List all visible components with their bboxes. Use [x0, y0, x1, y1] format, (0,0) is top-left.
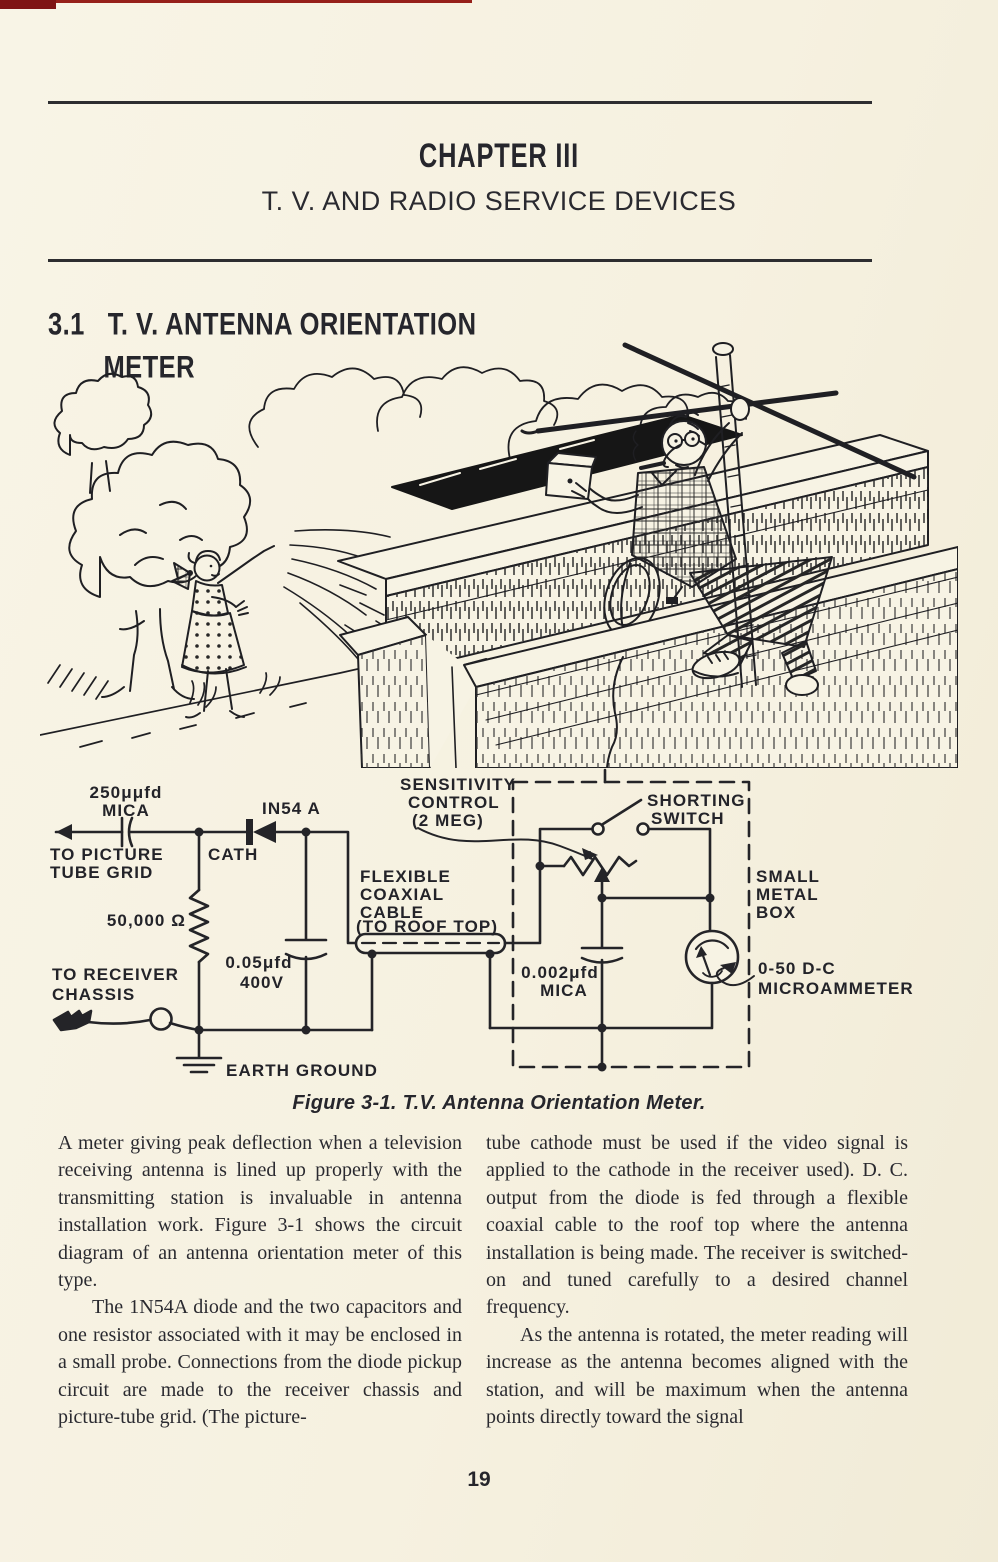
figure-caption: Figure 3-1. T.V. Antenna Orientation Meter.	[292, 1092, 706, 1114]
page-number: 19	[467, 1468, 491, 1491]
label-coax-3: CABLE	[360, 903, 425, 922]
label-coax-2: COAXIAL	[360, 885, 445, 904]
chapter-subtitle: T. V. AND RADIO SERVICE DEVICES	[261, 186, 737, 216]
woman-pointing	[172, 546, 274, 718]
label-diode: IN54 A	[262, 799, 321, 818]
rooftop-cartoon-illustration	[40, 335, 958, 768]
label-coax-1: FLEXIBLE	[360, 867, 451, 886]
section-title-line1: T. V. ANTENNA ORIENTATION	[107, 307, 477, 342]
label-sensitivity-2: CONTROL	[408, 793, 500, 812]
label-meter-2: MICROAMMETER	[758, 979, 914, 998]
scan-red-edge-line	[0, 0, 472, 3]
label-earth-ground: EARTH GROUND	[226, 1061, 379, 1080]
label-cap2-value: 0.05μfd	[225, 953, 293, 972]
paragraph: A meter giving peak deflection when a television receiving antenna is lined up properly with the transmitting station is invaluable in antenna installation work. Figure 3-1 shows the circuit diagram of an antenna orientation meter of this type.	[58, 1132, 462, 1292]
label-cap3-value: 0.002μfd	[521, 963, 599, 982]
label-cath: CATH	[208, 845, 259, 864]
label-box-1: SMALL	[756, 867, 821, 886]
body-column-right	[486, 1130, 908, 1431]
label-cap1-value: 250μμfd	[89, 783, 163, 802]
paragraph: As the antenna is rotated, the meter reading will increase as the antenna becomes aligned with the station, and will be maximum when the antenna points directly toward the signal	[486, 1323, 908, 1429]
section-number: 3.1	[48, 307, 85, 342]
circuit-diagram	[40, 768, 958, 1088]
label-to-picture-2: TUBE GRID	[50, 863, 154, 882]
label-box-2: METAL	[756, 885, 819, 904]
scan-red-corner-mark	[0, 0, 56, 9]
label-cap2-volt: 400V	[239, 973, 285, 992]
label-cap1-type: MICA	[102, 801, 150, 820]
label-resistor: 50,000 Ω	[106, 911, 186, 930]
label-sensitivity-3: (2 MEG)	[412, 811, 484, 830]
paragraph: tube cathode must be used if the video signal is applied to the cathode in the receiver used). D. C. output from the diode is fed through a flexible coaxial cable to the roof top where the antenna installation is being made. The receiver is switched-on and tuned carefully to a desired channel frequency.	[486, 1132, 908, 1319]
label-switch-2: SWITCH	[651, 809, 725, 828]
label-switch-1: SHORTING	[647, 791, 746, 810]
paragraph: The 1N54A diode and the two capacitors and one resistor associated with it may be enclosed in a small probe. Connections from the diode pickup circuit are made to the receiver chassis and picture-tube grid. (The picture-	[58, 1296, 462, 1429]
label-coax-4: (TO ROOF TOP)	[356, 917, 499, 936]
label-to-receiver-2: CHASSIS	[52, 985, 136, 1004]
body-column-left	[58, 1130, 462, 1431]
label-box-3: BOX	[756, 903, 797, 922]
label-cap3-type: MICA	[540, 981, 588, 1000]
chapter-heading: CHAPTER III	[418, 135, 580, 176]
label-to-picture-1: TO PICTURE	[50, 845, 164, 864]
label-meter-1: 0-50 D-C	[758, 959, 836, 978]
label-to-receiver-1: TO RECEIVER	[52, 965, 180, 984]
label-sensitivity-1: SENSITIVITY	[400, 775, 517, 794]
section-title-line2: METER	[103, 350, 195, 386]
bottom-rule	[48, 259, 872, 262]
top-rule	[48, 101, 872, 104]
